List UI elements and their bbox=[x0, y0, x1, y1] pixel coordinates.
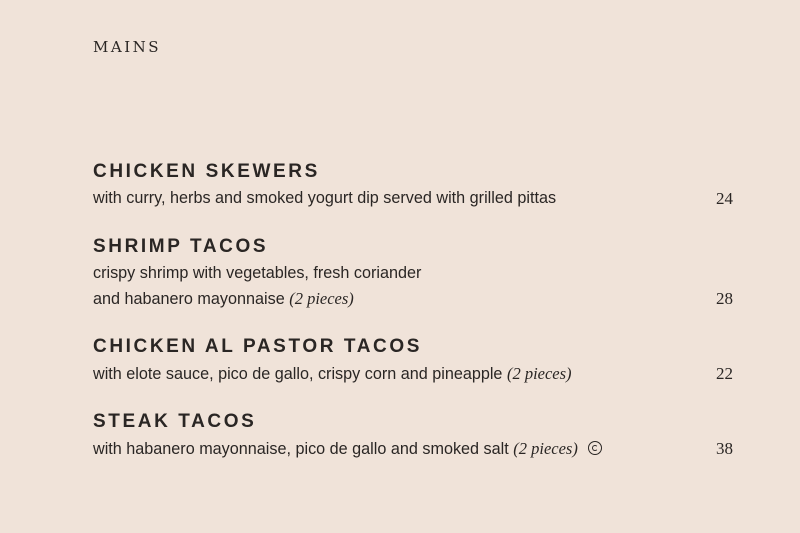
item-name: CHICKEN SKEWERS bbox=[93, 161, 320, 182]
item-portion-note: (2 pieces) bbox=[513, 439, 578, 458]
item-description-text: and habanero mayonnaise bbox=[93, 290, 285, 308]
menu-item-shrimp-tacos bbox=[93, 235, 733, 312]
item-description bbox=[93, 186, 733, 211]
item-name: SHRIMP TACOS bbox=[93, 236, 269, 257]
item-description-text: with elote sauce, pico de gallo, crispy corn and pineapple bbox=[93, 365, 503, 383]
item-name: STEAK TACOS bbox=[93, 411, 257, 432]
item-price: 28 bbox=[716, 289, 733, 308]
item-description-text: with habanero mayonnaise, pico de gallo and smoked salt bbox=[93, 440, 509, 458]
item-description bbox=[93, 361, 733, 387]
item-description bbox=[93, 436, 733, 462]
item-portion-note: (2 pieces) bbox=[506, 364, 572, 383]
item-description bbox=[93, 286, 733, 312]
copyright-circle-icon bbox=[588, 441, 602, 455]
item-description-text: with curry, herbs and smoked yogurt dip served with grilled pittas bbox=[93, 189, 557, 207]
item-price: 24 bbox=[716, 189, 733, 208]
item-name: CHICKEN AL PASTOR TACOS bbox=[93, 336, 422, 357]
item-description bbox=[93, 261, 733, 286]
menu-item-chicken-al-pastor-tacos bbox=[93, 335, 733, 387]
item-price: 22 bbox=[716, 364, 733, 383]
menu-item-steak-tacos bbox=[93, 410, 733, 462]
section-title: MAINS bbox=[93, 38, 162, 56]
item-price: 38 bbox=[716, 439, 733, 458]
item-portion-note: (2 pieces) bbox=[289, 289, 354, 308]
item-description-text: crispy shrimp with vegetables, fresh coriander bbox=[93, 264, 422, 282]
menu-item-chicken-skewers bbox=[93, 160, 733, 211]
